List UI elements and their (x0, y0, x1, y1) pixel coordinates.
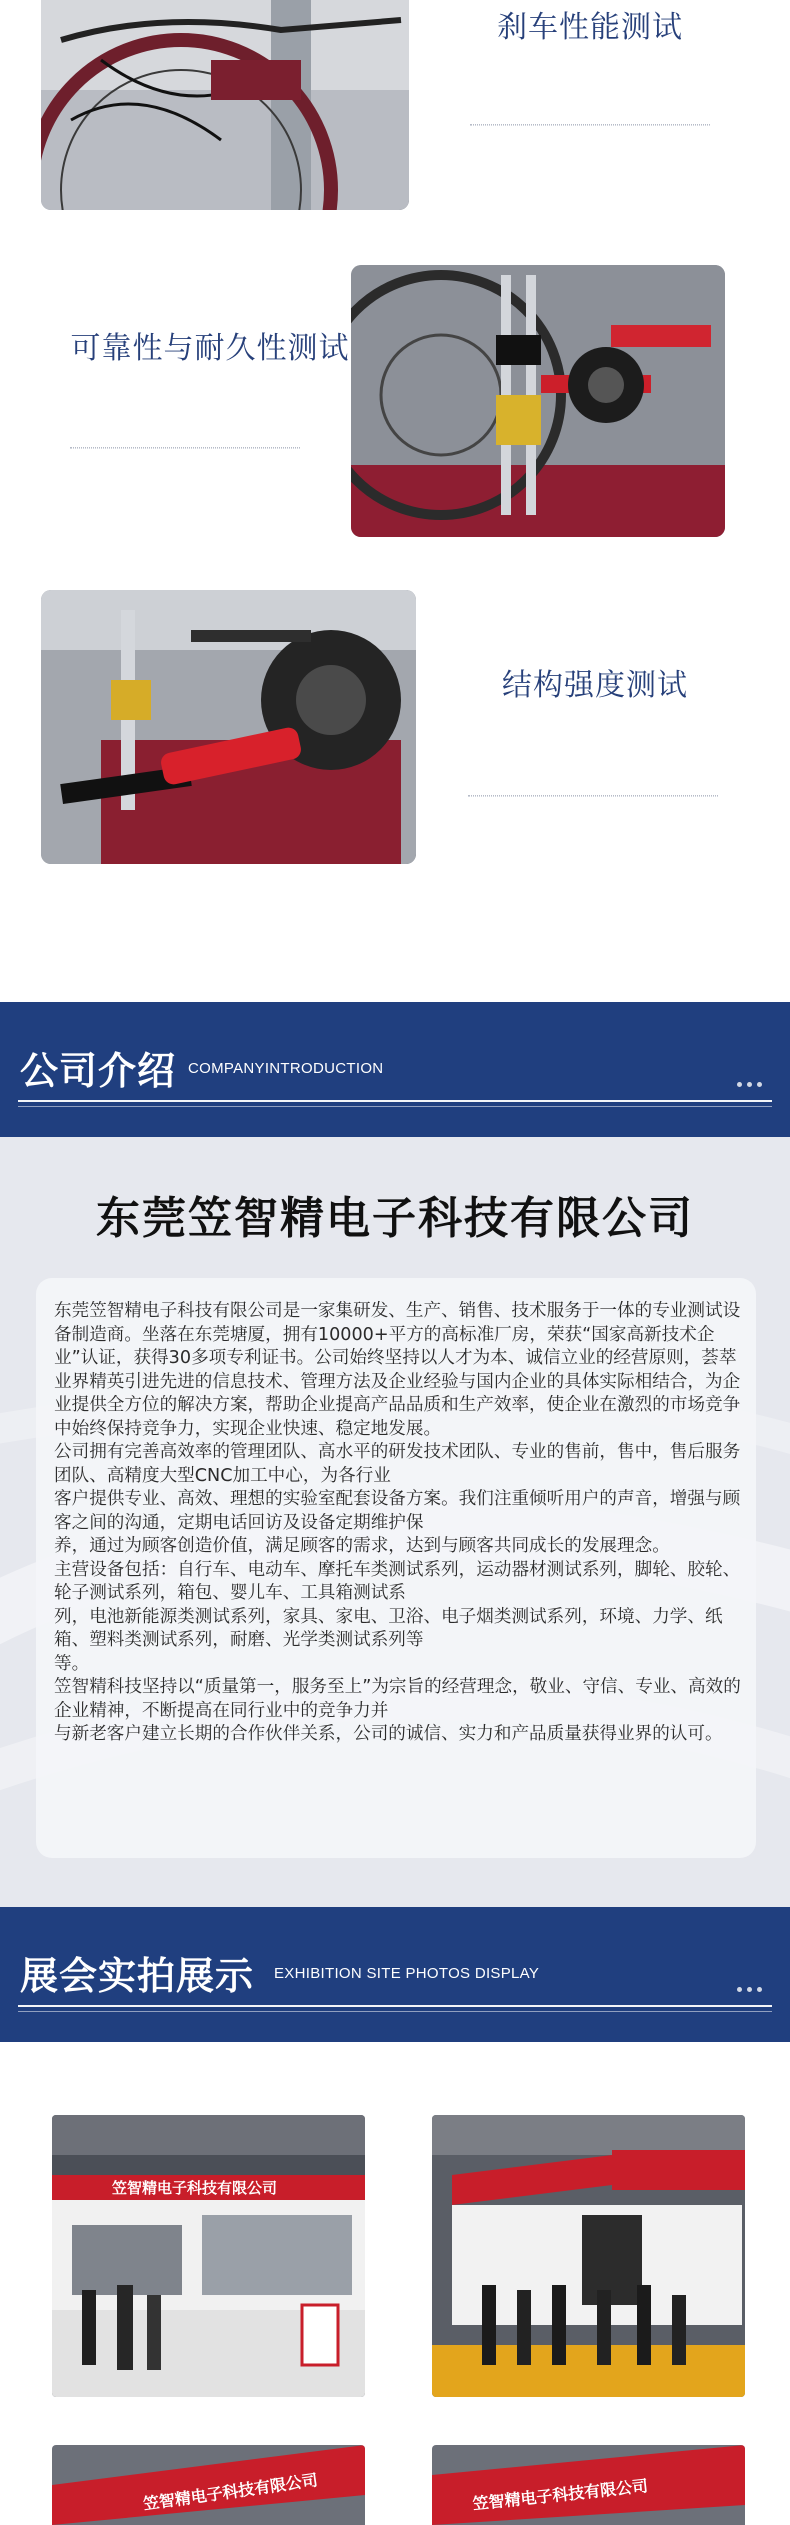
exhibition-photo-4 (432, 2445, 745, 2525)
banner-rule (18, 2005, 772, 2007)
intro-paragraph: 公司拥有完善高效率的管理团队、高水平的研发技术团队、专业的售前，售中，售后服务团队、高精度大型CNC加工中心，为各行业 (54, 1442, 741, 1486)
feature-title-brake: 刹车性能测试 (497, 10, 683, 45)
intro-paragraph: 列，电池新能源类测试系列，家具、家电、卫浴、电子烟类测试系列，环境、力学、纸箱、塑料类测试系列，耐磨、光学类测试系列等 (54, 1606, 723, 1650)
dots-icon (737, 1987, 762, 1992)
intro-paragraph: 与新老客户建立长期的合作伙伴关系，公司的诚信、实力和产品质量获得业界的认可。 (54, 1724, 723, 1744)
exhibition-photo-1 (52, 2115, 365, 2397)
divider-line (468, 795, 718, 797)
intro-paragraph: 主营设备包括：自行车、电动车、摩托车类测试系列，运动器材测试系列，脚轮、胶轮、轮子测试系列，箱包、婴儿车、工具箱测试系 (54, 1559, 741, 1603)
banner-rule-thin (18, 2011, 772, 2012)
booth-sign-text: 笠智精电子科技有限公司 (141, 2470, 319, 2514)
exhibition-photo-2 (432, 2115, 745, 2397)
reliability-test-photo (351, 265, 725, 537)
brake-test-photo (41, 0, 409, 210)
feature-title-structural: 结构强度测试 (502, 668, 688, 703)
banner-title: 展会实拍展示 (20, 1954, 255, 1998)
intro-paragraph: 笠智精科技坚持以“质量第一，服务至上”为宗旨的经营理念，敬业、守信、专业、高效的企业精神，不断提高在同行业中的竞争力并 (54, 1677, 741, 1721)
banner-rule-thin (18, 1106, 772, 1107)
booth-sign-text: 笠智精电子科技有限公司 (112, 2179, 278, 2197)
divider-line (470, 124, 710, 126)
intro-paragraph: 养，通过为顾客创造价值，满足顾客的需求，达到与顾客共同成长的发展理念。 (54, 1536, 670, 1556)
booth-sign-text: 笠智精电子科技有限公司 (471, 2476, 649, 2514)
banner-subtitle: COMPANYINTRODUCTION (188, 1060, 384, 1077)
banner-rule (18, 1100, 772, 1102)
company-name: 东莞笠智精电子科技有限公司 (96, 1193, 694, 1244)
exhibition-photo-3 (52, 2445, 365, 2525)
feature-title-reliability: 可靠性与耐久性测试 (70, 331, 350, 366)
dots-icon (737, 1082, 762, 1087)
company-description (54, 1300, 744, 1747)
intro-paragraph: 等。 (54, 1653, 90, 1674)
exhibition-banner (0, 1907, 790, 2042)
structural-strength-photo (41, 590, 416, 864)
intro-paragraph: 客户提供专业、高效、理想的实验室配套设备方案。我们注重倾听用户的声音，增强与顾客之间的沟通，定期电话回访及设备定期维护保 (54, 1489, 741, 1533)
company-intro-banner (0, 1002, 790, 1137)
banner-subtitle: EXHIBITION SITE PHOTOS DISPLAY (274, 1965, 540, 1982)
banner-title: 公司介绍 (20, 1049, 177, 1093)
intro-paragraph: 东莞笠智精电子科技有限公司是一家集研发、生产、销售、技术服务于一体的专业测试设备制造商。坐落在东莞塘厦，拥有10000+平方的高标准厂房，荣获“国家高新技术企业”认证，获得30多项专利证书。公司始终坚持以人才为本、诚信立业的经营原则，荟萃业界精英引进先进的信息技术、管理方法及企业经验与国内企业的具体实际相结合，为企业提供全方位的解决方案，帮助企业提高产品品质和生产效率，使企业在激烈的市场竞争中始终保持竞争力，实现企业快速、稳定地发展。 (54, 1301, 741, 1439)
divider-line (70, 447, 300, 449)
